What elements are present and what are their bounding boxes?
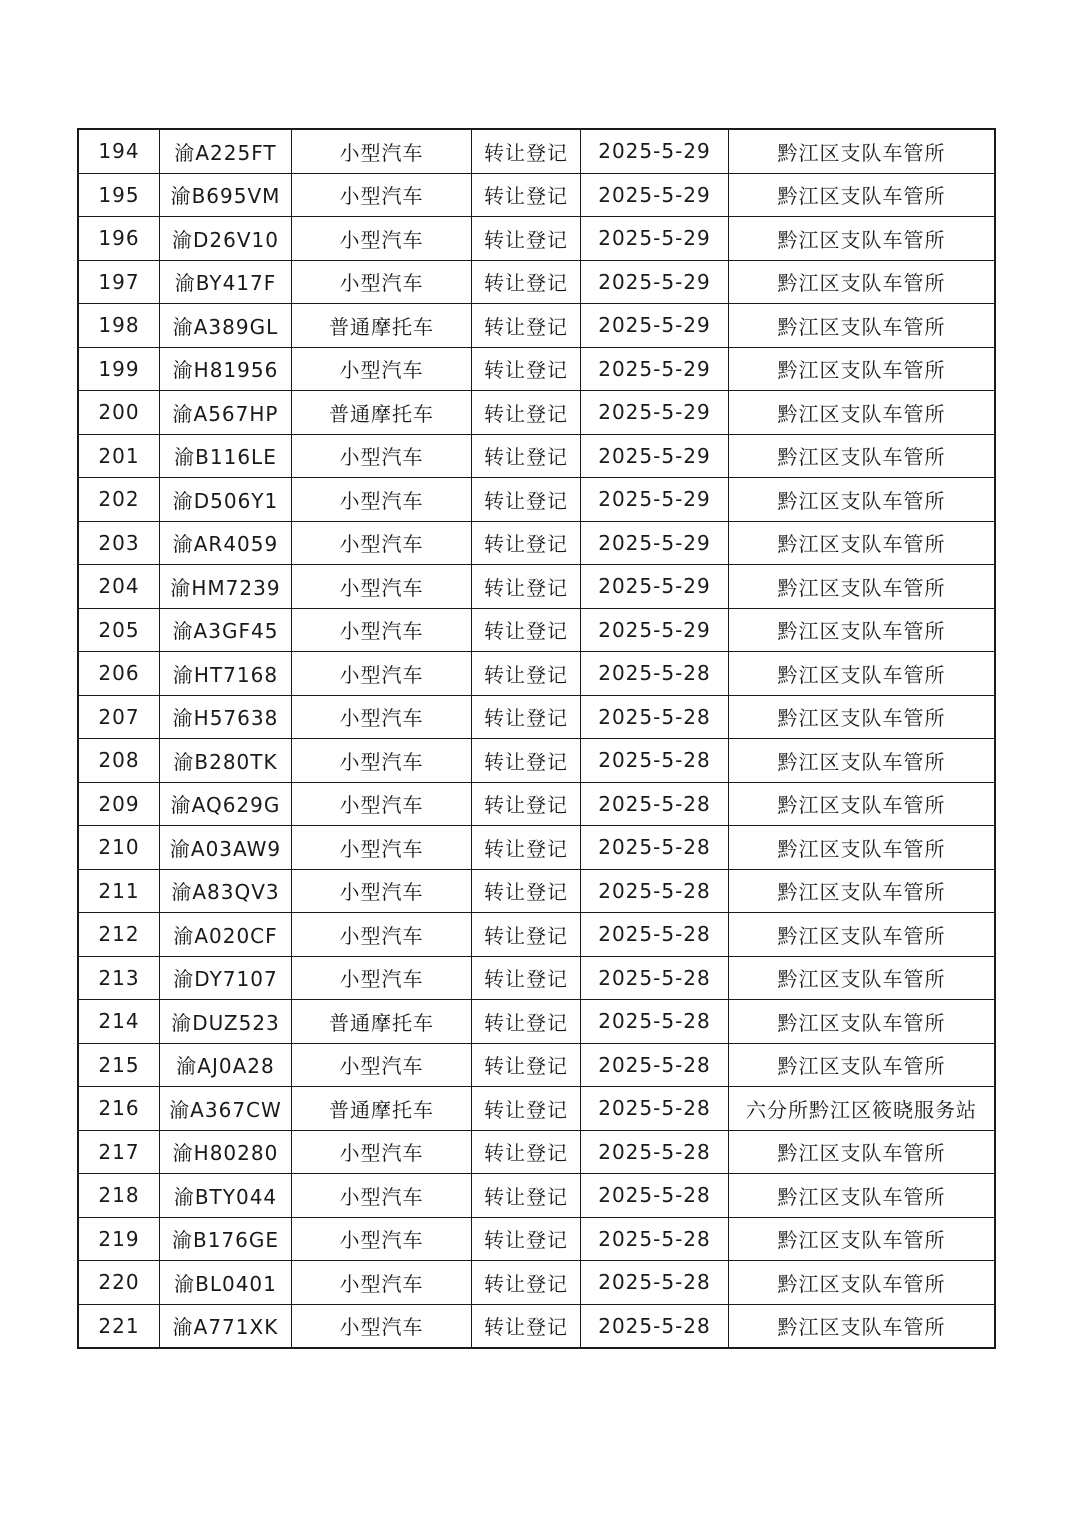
vehicle-type-cell: 小型汽车 bbox=[292, 608, 472, 652]
vehicle-type-cell: 小型汽车 bbox=[292, 173, 472, 217]
business-type-cell: 转让登记 bbox=[472, 695, 581, 739]
office-cell: 黔江区支队车管所 bbox=[729, 956, 996, 1000]
row-number-cell: 198 bbox=[78, 304, 160, 348]
business-type-cell: 转让登记 bbox=[472, 1130, 581, 1174]
business-type-cell: 转让登记 bbox=[472, 782, 581, 826]
table-row bbox=[78, 782, 995, 826]
date-cell: 2025-5-28 bbox=[581, 826, 729, 870]
table-row bbox=[78, 565, 995, 609]
row-number-cell: 219 bbox=[78, 1217, 160, 1261]
date-cell: 2025-5-28 bbox=[581, 1000, 729, 1044]
business-type-cell: 转让登记 bbox=[472, 1261, 581, 1305]
plate-number-cell: 渝H81956 bbox=[160, 347, 292, 391]
plate-number-cell: 渝A225FT bbox=[160, 129, 292, 173]
plate-number-cell: 渝HT7168 bbox=[160, 652, 292, 696]
business-type-cell: 转让登记 bbox=[472, 304, 581, 348]
business-type-cell: 转让登记 bbox=[472, 217, 581, 261]
business-type-cell: 转让登记 bbox=[472, 869, 581, 913]
office-cell: 黔江区支队车管所 bbox=[729, 434, 996, 478]
date-cell: 2025-5-29 bbox=[581, 217, 729, 261]
row-number-cell: 208 bbox=[78, 739, 160, 783]
vehicle-type-cell: 小型汽车 bbox=[292, 1217, 472, 1261]
row-number-cell: 207 bbox=[78, 695, 160, 739]
office-cell: 黔江区支队车管所 bbox=[729, 217, 996, 261]
business-type-cell: 转让登记 bbox=[472, 608, 581, 652]
date-cell: 2025-5-28 bbox=[581, 869, 729, 913]
office-cell: 黔江区支队车管所 bbox=[729, 1130, 996, 1174]
table-row bbox=[78, 1087, 995, 1131]
business-type-cell: 转让登记 bbox=[472, 739, 581, 783]
row-number-cell: 213 bbox=[78, 956, 160, 1000]
row-number-cell: 204 bbox=[78, 565, 160, 609]
table-row bbox=[78, 347, 995, 391]
vehicle-type-cell: 小型汽车 bbox=[292, 521, 472, 565]
row-number-cell: 202 bbox=[78, 478, 160, 522]
date-cell: 2025-5-28 bbox=[581, 1217, 729, 1261]
row-number-cell: 218 bbox=[78, 1174, 160, 1218]
date-cell: 2025-5-29 bbox=[581, 347, 729, 391]
table-row bbox=[78, 1217, 995, 1261]
row-number-cell: 210 bbox=[78, 826, 160, 870]
date-cell: 2025-5-29 bbox=[581, 478, 729, 522]
plate-number-cell: 渝A3GF45 bbox=[160, 608, 292, 652]
business-type-cell: 转让登记 bbox=[472, 1217, 581, 1261]
vehicle-type-cell: 小型汽车 bbox=[292, 129, 472, 173]
business-type-cell: 转让登记 bbox=[472, 913, 581, 957]
table-row bbox=[78, 739, 995, 783]
business-type-cell: 转让登记 bbox=[472, 478, 581, 522]
plate-number-cell: 渝A389GL bbox=[160, 304, 292, 348]
plate-number-cell: 渝AJ0A28 bbox=[160, 1043, 292, 1087]
date-cell: 2025-5-29 bbox=[581, 129, 729, 173]
table-row bbox=[78, 434, 995, 478]
row-number-cell: 196 bbox=[78, 217, 160, 261]
table-row bbox=[78, 956, 995, 1000]
plate-number-cell: 渝AR4059 bbox=[160, 521, 292, 565]
office-cell: 黔江区支队车管所 bbox=[729, 347, 996, 391]
plate-number-cell: 渝BL0401 bbox=[160, 1261, 292, 1305]
business-type-cell: 转让登记 bbox=[472, 1087, 581, 1131]
plate-number-cell: 渝A367CW bbox=[160, 1087, 292, 1131]
vehicle-type-cell: 小型汽车 bbox=[292, 869, 472, 913]
date-cell: 2025-5-29 bbox=[581, 521, 729, 565]
date-cell: 2025-5-29 bbox=[581, 434, 729, 478]
office-cell: 黔江区支队车管所 bbox=[729, 391, 996, 435]
date-cell: 2025-5-28 bbox=[581, 1304, 729, 1348]
plate-number-cell: 渝DY7107 bbox=[160, 956, 292, 1000]
vehicle-type-cell: 小型汽车 bbox=[292, 434, 472, 478]
row-number-cell: 203 bbox=[78, 521, 160, 565]
business-type-cell: 转让登记 bbox=[472, 565, 581, 609]
plate-number-cell: 渝B280TK bbox=[160, 739, 292, 783]
plate-number-cell: 渝A020CF bbox=[160, 913, 292, 957]
plate-number-cell: 渝B116LE bbox=[160, 434, 292, 478]
business-type-cell: 转让登记 bbox=[472, 652, 581, 696]
row-number-cell: 195 bbox=[78, 173, 160, 217]
row-number-cell: 206 bbox=[78, 652, 160, 696]
vehicle-type-cell: 小型汽车 bbox=[292, 1261, 472, 1305]
business-type-cell: 转让登记 bbox=[472, 826, 581, 870]
plate-number-cell: 渝A771XK bbox=[160, 1304, 292, 1348]
table-row bbox=[78, 391, 995, 435]
row-number-cell: 216 bbox=[78, 1087, 160, 1131]
plate-number-cell: 渝H57638 bbox=[160, 695, 292, 739]
plate-number-cell: 渝A83QV3 bbox=[160, 869, 292, 913]
table-row bbox=[78, 1174, 995, 1218]
business-type-cell: 转让登记 bbox=[472, 1174, 581, 1218]
table-row bbox=[78, 1304, 995, 1348]
row-number-cell: 197 bbox=[78, 260, 160, 304]
date-cell: 2025-5-28 bbox=[581, 1043, 729, 1087]
date-cell: 2025-5-28 bbox=[581, 739, 729, 783]
business-type-cell: 转让登记 bbox=[472, 1304, 581, 1348]
row-number-cell: 212 bbox=[78, 913, 160, 957]
office-cell: 黔江区支队车管所 bbox=[729, 478, 996, 522]
date-cell: 2025-5-29 bbox=[581, 565, 729, 609]
plate-number-cell: 渝BY417F bbox=[160, 260, 292, 304]
table-row bbox=[78, 869, 995, 913]
table-row bbox=[78, 1043, 995, 1087]
table-row bbox=[78, 521, 995, 565]
vehicle-type-cell: 小型汽车 bbox=[292, 1304, 472, 1348]
vehicle-type-cell: 小型汽车 bbox=[292, 956, 472, 1000]
row-number-cell: 194 bbox=[78, 129, 160, 173]
row-number-cell: 209 bbox=[78, 782, 160, 826]
office-cell: 黔江区支队车管所 bbox=[729, 608, 996, 652]
office-cell: 黔江区支队车管所 bbox=[729, 1043, 996, 1087]
table-row bbox=[78, 913, 995, 957]
vehicle-type-cell: 小型汽车 bbox=[292, 913, 472, 957]
office-cell: 黔江区支队车管所 bbox=[729, 260, 996, 304]
office-cell: 黔江区支队车管所 bbox=[729, 521, 996, 565]
business-type-cell: 转让登记 bbox=[472, 1043, 581, 1087]
table-row bbox=[78, 478, 995, 522]
vehicle-type-cell: 小型汽车 bbox=[292, 347, 472, 391]
date-cell: 2025-5-29 bbox=[581, 608, 729, 652]
plate-number-cell: 渝A03AW9 bbox=[160, 826, 292, 870]
table-row bbox=[78, 695, 995, 739]
business-type-cell: 转让登记 bbox=[472, 391, 581, 435]
business-type-cell: 转让登记 bbox=[472, 956, 581, 1000]
vehicle-type-cell: 小型汽车 bbox=[292, 826, 472, 870]
row-number-cell: 214 bbox=[78, 1000, 160, 1044]
table-row bbox=[78, 260, 995, 304]
row-number-cell: 215 bbox=[78, 1043, 160, 1087]
records-table bbox=[77, 128, 996, 1349]
vehicle-type-cell: 小型汽车 bbox=[292, 782, 472, 826]
row-number-cell: 199 bbox=[78, 347, 160, 391]
office-cell: 黔江区支队车管所 bbox=[729, 652, 996, 696]
plate-number-cell: 渝AQ629G bbox=[160, 782, 292, 826]
row-number-cell: 221 bbox=[78, 1304, 160, 1348]
office-cell: 黔江区支队车管所 bbox=[729, 826, 996, 870]
business-type-cell: 转让登记 bbox=[472, 260, 581, 304]
office-cell: 黔江区支队车管所 bbox=[729, 1000, 996, 1044]
vehicle-type-cell: 普通摩托车 bbox=[292, 1000, 472, 1044]
table-row bbox=[78, 173, 995, 217]
vehicle-type-cell: 普通摩托车 bbox=[292, 304, 472, 348]
plate-number-cell: 渝B176GE bbox=[160, 1217, 292, 1261]
business-type-cell: 转让登记 bbox=[472, 173, 581, 217]
vehicle-type-cell: 小型汽车 bbox=[292, 1174, 472, 1218]
vehicle-type-cell: 小型汽车 bbox=[292, 1043, 472, 1087]
plate-number-cell: 渝A567HP bbox=[160, 391, 292, 435]
vehicle-type-cell: 普通摩托车 bbox=[292, 1087, 472, 1131]
table-row bbox=[78, 826, 995, 870]
plate-number-cell: 渝BTY044 bbox=[160, 1174, 292, 1218]
office-cell: 黔江区支队车管所 bbox=[729, 565, 996, 609]
vehicle-type-cell: 小型汽车 bbox=[292, 695, 472, 739]
row-number-cell: 217 bbox=[78, 1130, 160, 1174]
office-cell: 黔江区支队车管所 bbox=[729, 1261, 996, 1305]
table-row bbox=[78, 652, 995, 696]
date-cell: 2025-5-28 bbox=[581, 652, 729, 696]
office-cell: 黔江区支队车管所 bbox=[729, 739, 996, 783]
date-cell: 2025-5-28 bbox=[581, 956, 729, 1000]
date-cell: 2025-5-28 bbox=[581, 1130, 729, 1174]
table-row bbox=[78, 1261, 995, 1305]
records-table-body bbox=[78, 129, 995, 1348]
business-type-cell: 转让登记 bbox=[472, 347, 581, 391]
date-cell: 2025-5-28 bbox=[581, 1261, 729, 1305]
office-cell: 黔江区支队车管所 bbox=[729, 173, 996, 217]
vehicle-type-cell: 小型汽车 bbox=[292, 478, 472, 522]
plate-number-cell: 渝HM7239 bbox=[160, 565, 292, 609]
vehicle-type-cell: 小型汽车 bbox=[292, 260, 472, 304]
plate-number-cell: 渝D26V10 bbox=[160, 217, 292, 261]
date-cell: 2025-5-28 bbox=[581, 695, 729, 739]
office-cell: 黔江区支队车管所 bbox=[729, 869, 996, 913]
office-cell: 黔江区支队车管所 bbox=[729, 129, 996, 173]
office-cell: 黔江区支队车管所 bbox=[729, 913, 996, 957]
office-cell: 黔江区支队车管所 bbox=[729, 782, 996, 826]
vehicle-type-cell: 小型汽车 bbox=[292, 565, 472, 609]
plate-number-cell: 渝D506Y1 bbox=[160, 478, 292, 522]
table-row bbox=[78, 217, 995, 261]
business-type-cell: 转让登记 bbox=[472, 129, 581, 173]
plate-number-cell: 渝B695VM bbox=[160, 173, 292, 217]
table-row bbox=[78, 608, 995, 652]
row-number-cell: 200 bbox=[78, 391, 160, 435]
row-number-cell: 220 bbox=[78, 1261, 160, 1305]
date-cell: 2025-5-29 bbox=[581, 260, 729, 304]
business-type-cell: 转让登记 bbox=[472, 521, 581, 565]
office-cell: 黔江区支队车管所 bbox=[729, 1174, 996, 1218]
row-number-cell: 201 bbox=[78, 434, 160, 478]
business-type-cell: 转让登记 bbox=[472, 1000, 581, 1044]
table-row bbox=[78, 1000, 995, 1044]
vehicle-type-cell: 小型汽车 bbox=[292, 1130, 472, 1174]
office-cell: 黔江区支队车管所 bbox=[729, 1304, 996, 1348]
date-cell: 2025-5-28 bbox=[581, 1174, 729, 1218]
vehicle-type-cell: 小型汽车 bbox=[292, 652, 472, 696]
table-row bbox=[78, 1130, 995, 1174]
business-type-cell: 转让登记 bbox=[472, 434, 581, 478]
vehicle-type-cell: 小型汽车 bbox=[292, 217, 472, 261]
row-number-cell: 211 bbox=[78, 869, 160, 913]
plate-number-cell: 渝H80280 bbox=[160, 1130, 292, 1174]
date-cell: 2025-5-29 bbox=[581, 391, 729, 435]
office-cell: 黔江区支队车管所 bbox=[729, 304, 996, 348]
date-cell: 2025-5-29 bbox=[581, 173, 729, 217]
vehicle-type-cell: 小型汽车 bbox=[292, 739, 472, 783]
date-cell: 2025-5-28 bbox=[581, 913, 729, 957]
vehicle-type-cell: 普通摩托车 bbox=[292, 391, 472, 435]
date-cell: 2025-5-28 bbox=[581, 1087, 729, 1131]
office-cell: 六分所黔江区筱晓服务站 bbox=[729, 1087, 996, 1131]
row-number-cell: 205 bbox=[78, 608, 160, 652]
plate-number-cell: 渝DUZ523 bbox=[160, 1000, 292, 1044]
table-row bbox=[78, 129, 995, 173]
office-cell: 黔江区支队车管所 bbox=[729, 1217, 996, 1261]
date-cell: 2025-5-28 bbox=[581, 782, 729, 826]
office-cell: 黔江区支队车管所 bbox=[729, 695, 996, 739]
date-cell: 2025-5-29 bbox=[581, 304, 729, 348]
table-row bbox=[78, 304, 995, 348]
